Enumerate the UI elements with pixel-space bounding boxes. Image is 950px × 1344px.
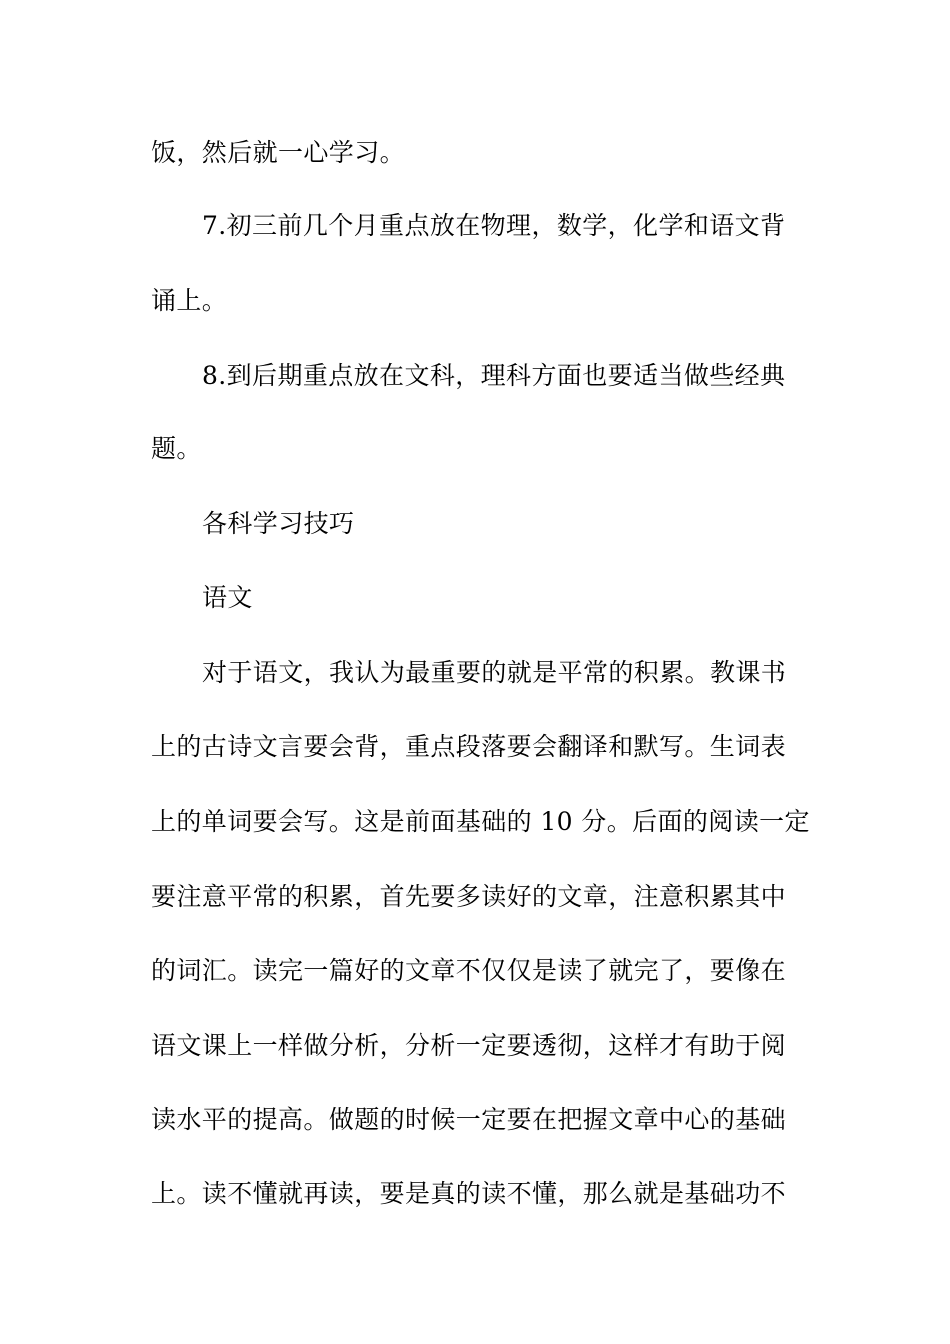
paragraph-line: 上。读不懂就再读，要是真的读不懂，那么就是基础功不 [151, 1179, 787, 1208]
paragraph-line: 的词汇。读完一篇好的文章不仅仅是读了就完了，要像在 [151, 956, 787, 985]
paragraph-line: 要注意平常的积累，首先要多读好的文章，注意积累其中 [151, 882, 787, 911]
list-item-8-line-1: 8.到后期重点放在文科，理科方面也要适当做些经典 [202, 361, 786, 390]
paragraph-line: 对于语文，我认为最重要的就是平常的积累。教课书 [202, 658, 787, 687]
list-item-7-line-1: 7.初三前几个月重点放在物理，数学，化学和语文背 [202, 211, 786, 240]
paragraph-line: 读水平的提高。做题的时候一定要在把握文章中心的基础 [151, 1105, 787, 1134]
paragraph-line: 上的单词要会写。这是前面基础的 10 分。后面的阅读一定 [151, 807, 810, 836]
text-line: 饭，然后就一心学习。 [151, 138, 406, 167]
section-heading: 各科学习技巧 [202, 509, 355, 538]
subsection-heading: 语文 [202, 583, 253, 612]
paragraph-line: 语文课上一样做分析，分析一定要透彻，这样才有助于阅 [151, 1031, 787, 1060]
list-item-8-line-2: 题。 [151, 434, 202, 463]
list-item-7-line-2: 诵上。 [151, 286, 228, 315]
paragraph-line: 上的古诗文言要会背，重点段落要会翻译和默写。生词表 [151, 732, 787, 761]
